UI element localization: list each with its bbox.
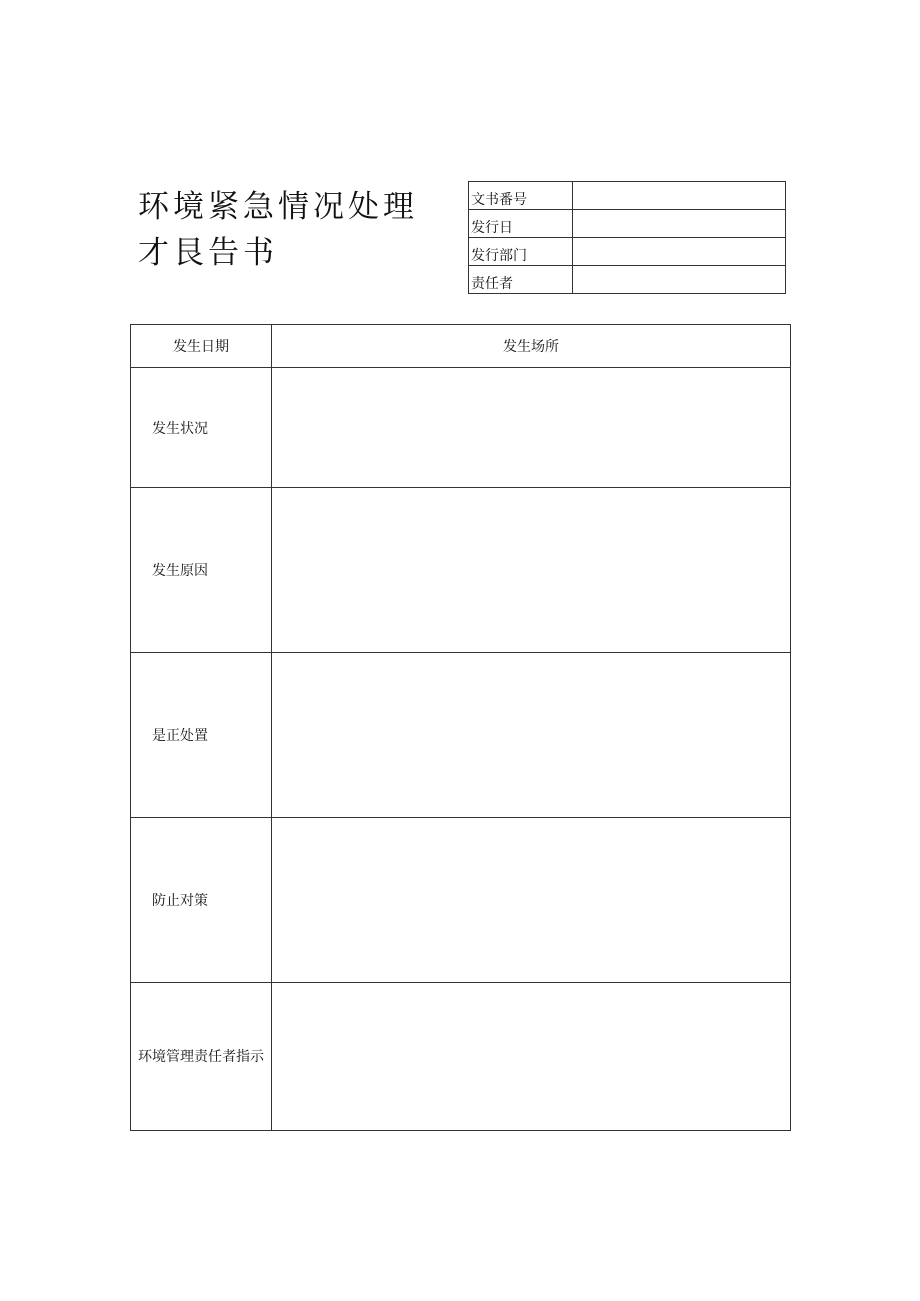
table-row	[469, 238, 786, 266]
occurrence-cause-label: 发生原因	[131, 488, 272, 653]
occurrence-cause-field[interactable]	[272, 488, 791, 653]
preventive-measures-label: 防止对策	[131, 818, 272, 983]
document-title: 环境紧急情况处理才艮告书	[138, 189, 418, 271]
corrective-action-label: 是正处置	[131, 653, 272, 818]
environmental-manager-instructions-field[interactable]	[272, 983, 791, 1131]
occurrence-date-header: 发生日期	[131, 325, 272, 368]
occurrence-situation-label: 发生状况	[131, 368, 272, 488]
environmental-manager-instructions-label: 环境管理责任者指示	[131, 983, 272, 1131]
document-info-table	[468, 181, 786, 294]
occurrence-place-header: 发生场所	[272, 325, 791, 368]
issuing-department-field[interactable]	[573, 238, 786, 266]
table-row	[469, 182, 786, 210]
table-row	[469, 266, 786, 294]
issue-date-label: 发行日	[469, 210, 573, 238]
table-row	[131, 368, 791, 488]
document-number-label: 文书番号	[469, 182, 573, 210]
incident-report-table	[130, 324, 791, 1131]
issue-date-field[interactable]	[573, 210, 786, 238]
occurrence-situation-field[interactable]	[272, 368, 791, 488]
table-row	[131, 818, 791, 983]
table-row	[131, 488, 791, 653]
table-row	[131, 653, 791, 818]
table-row	[131, 983, 791, 1131]
document-number-field[interactable]	[573, 182, 786, 210]
corrective-action-field[interactable]	[272, 653, 791, 818]
issuing-department-label: 发行部门	[469, 238, 573, 266]
responsible-person-label: 责任者	[469, 266, 573, 294]
preventive-measures-field[interactable]	[272, 818, 791, 983]
responsible-person-field[interactable]	[573, 266, 786, 294]
table-header-row	[131, 325, 791, 368]
table-row	[469, 210, 786, 238]
